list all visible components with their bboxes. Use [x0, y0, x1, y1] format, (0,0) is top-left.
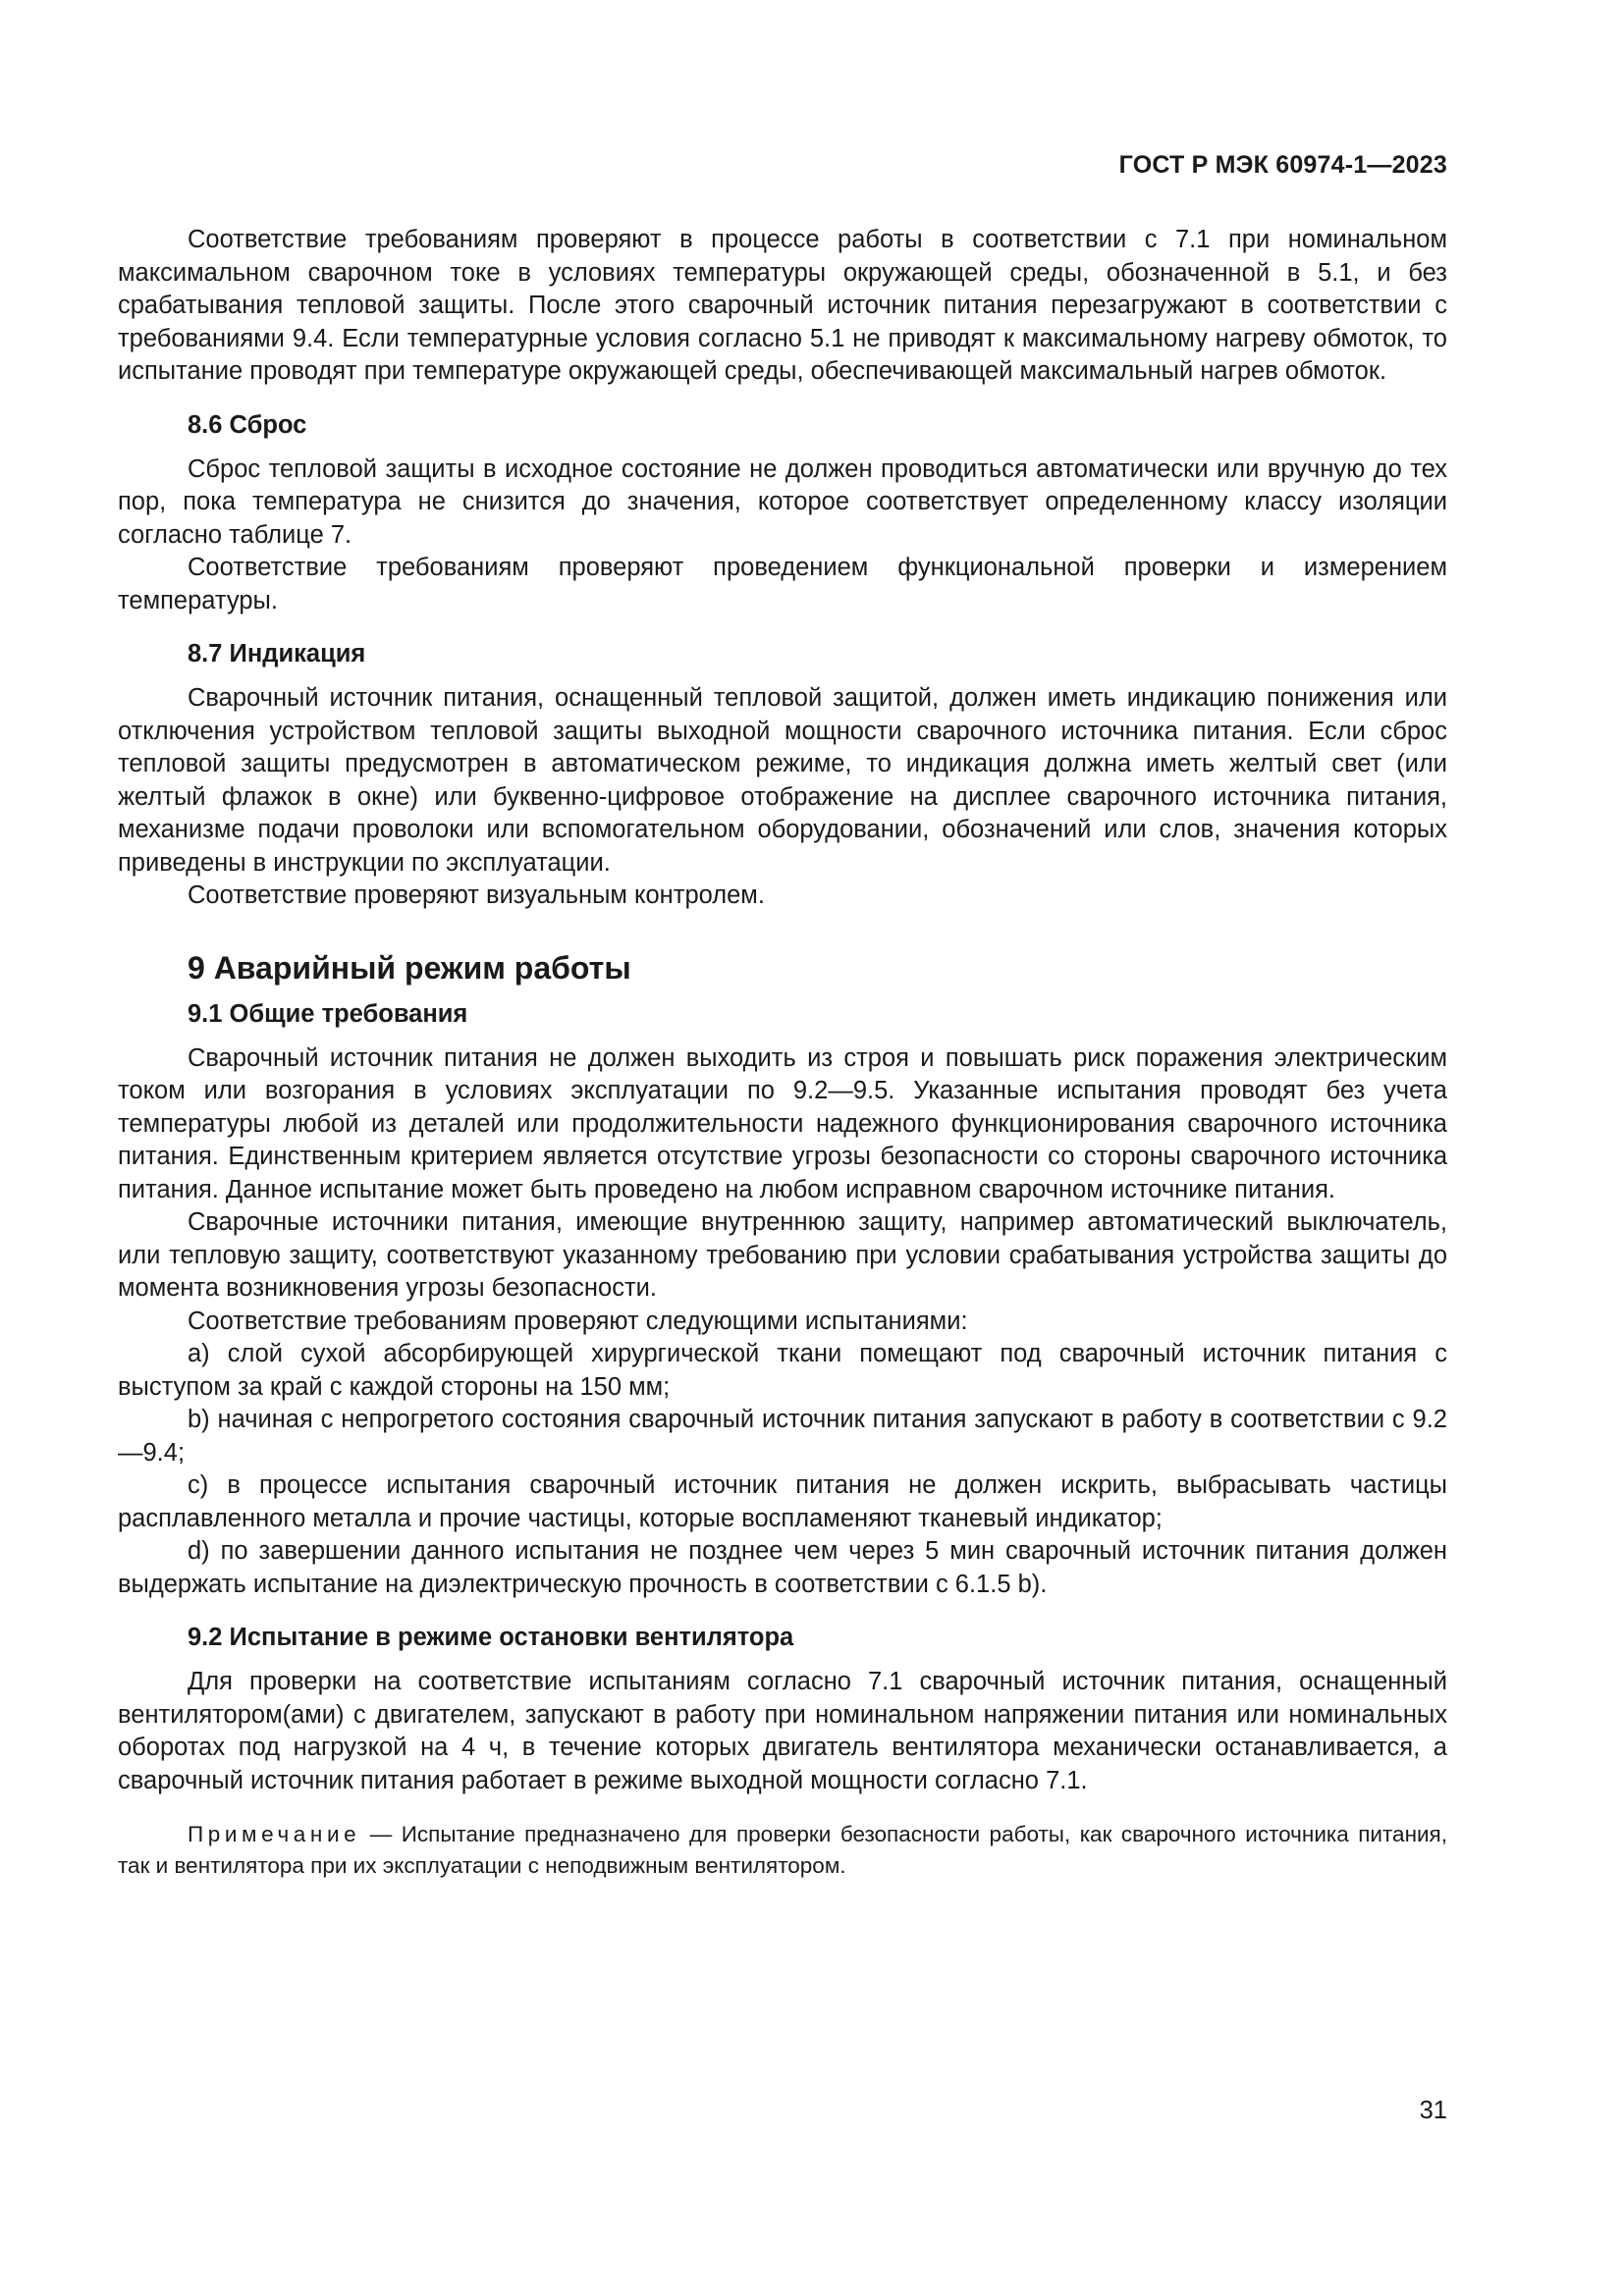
list-item-c: c) в процессе испытания сварочный источник питания не должен искрить, выбрасывать частицы расплавленного металла и прочие частицы, которые воспламеняют тканевый индикатор; — [118, 1471, 1447, 1532]
page-number: 31 — [1419, 2097, 1447, 2124]
section-8-7-paragraph-2: Соответствие проверяют визуальным контролем. — [188, 881, 765, 909]
section-9-1-heading: 9.1 Общие требования — [188, 999, 468, 1028]
section-8-6-paragraph-2: Соответствие требованиям проверяют проведением функциональной проверки и измерением температуры. — [118, 554, 1447, 614]
page-body — [118, 224, 1447, 1882]
section-8-6-paragraph-1: Сброс тепловой защиты в исходное состояние не должен проводиться автоматически или вручную до тех пор, пока температура не снизится до значения, которое соответствует определенному классу изоляции согласно таблице 7. — [118, 454, 1447, 549]
section-9-1-paragraph-3: Соответствие требованиям проверяют следующими испытаниями: — [188, 1307, 968, 1335]
section-9-2-heading: 9.2 Испытание в режиме остановки вентилятора — [188, 1624, 794, 1651]
section-8-7-paragraph-1: Сварочный источник питания, оснащенный тепловой защитой, должен иметь индикацию понижения или отключения устройством тепловой защиты выходной мощности сварочного источника питания. Если сброс тепловой защиты предусмотрен в автоматическом режиме, то индикация должна иметь желтый свет (или желтый флажок в окне) или буквенно-цифровое отображение на дисплее сварочного источника питания, механизме подачи проволоки или вспомогательном оборудовании, обозначений или слов, значения которых приведены в инструкции по эксплуатации. — [118, 684, 1447, 877]
list-item-d: d) по завершении данного испытания не позднее чем через 5 мин сварочный источник питания должен выдержать испытание на диэлектрическую прочность в соответствии с 6.1.5 b). — [118, 1537, 1447, 1598]
section-9-heading: 9 Аварийный режим работы — [188, 949, 631, 986]
note-label: Примечание — [188, 1822, 361, 1846]
list-item-a: a) слой сухой абсорбирующей хирургической ткани помещают под сварочный источник питания с выступом за край с каждой стороны на 150 мм; — [118, 1340, 1447, 1401]
section-9-1-paragraph-2: Сварочные источники питания, имеющие внутреннюю защиту, например автоматический выключатель, или тепловую защиту, соответствуют указанному требованию при условии срабатывания устройства защиты до момента возникновения угрозы безопасности. — [118, 1208, 1447, 1302]
section-9-1-paragraph-1: Сварочный источник питания не должен выходить из строя и повышать риск поражения электрическим током или возгорания в условиях эксплуатации по 9.2—9.5. Указанные испытания проводят без учета температуры любой из деталей или продолжительности надежного функционирования сварочного источника питания. Единственным критерием является отсутствие угрозы безопасности со стороны сварочного источника питания. Данное испытание может быть проведено на любом исправном сварочном источнике питания. — [118, 1043, 1447, 1203]
section-9-2-paragraph-1: Для проверки на соответствие испытаниям согласно 7.1 сварочный источник питания, оснащенный вентилятором(ами) с двигателем, запускают в работу при номинальном напряжении питания или номинальных оборотах под нагрузкой на 4 ч, в течение которых двигатель вентилятора механически останавливается, а сварочный источник питания работает в режиме выходной мощности согласно 7.1. — [118, 1668, 1447, 1794]
standard-designation: ГОСТ Р МЭК 60974-1—2023 — [1118, 151, 1447, 179]
note-text: — Испытание предназначено для проверки безопасности работы, как сварочного источника питания, так и вентилятора при их эксплуатации с неподвижным вентилятором. — [118, 1822, 1447, 1878]
section-8-6-heading: 8.6 Сброс — [188, 410, 307, 439]
list-item-b: b) начиная с непрогретого состояния сварочный источник питания запускают в работу в соответствии с 9.2—9.4; — [118, 1406, 1447, 1467]
section-8-7-heading: 8.7 Индикация — [188, 640, 366, 667]
note — [118, 1819, 1447, 1882]
intro-paragraph: Соответствие требованиям проверяют в процессе работы в соответствии с 7.1 при номинальном максимальном сварочном токе в условиях температуры окружающей среды, обозначенной в 5.1, и без срабатывания тепловой защиты. После этого сварочный источник питания перезагружают в соответствии с требованиями 9.4. Если температурные условия согласно 5.1 не приводят к максимальному нагреву обмоток, то испытание проводят при температуре окружающей среды, обеспечивающей максимальный нагрев обмоток. — [118, 226, 1447, 385]
